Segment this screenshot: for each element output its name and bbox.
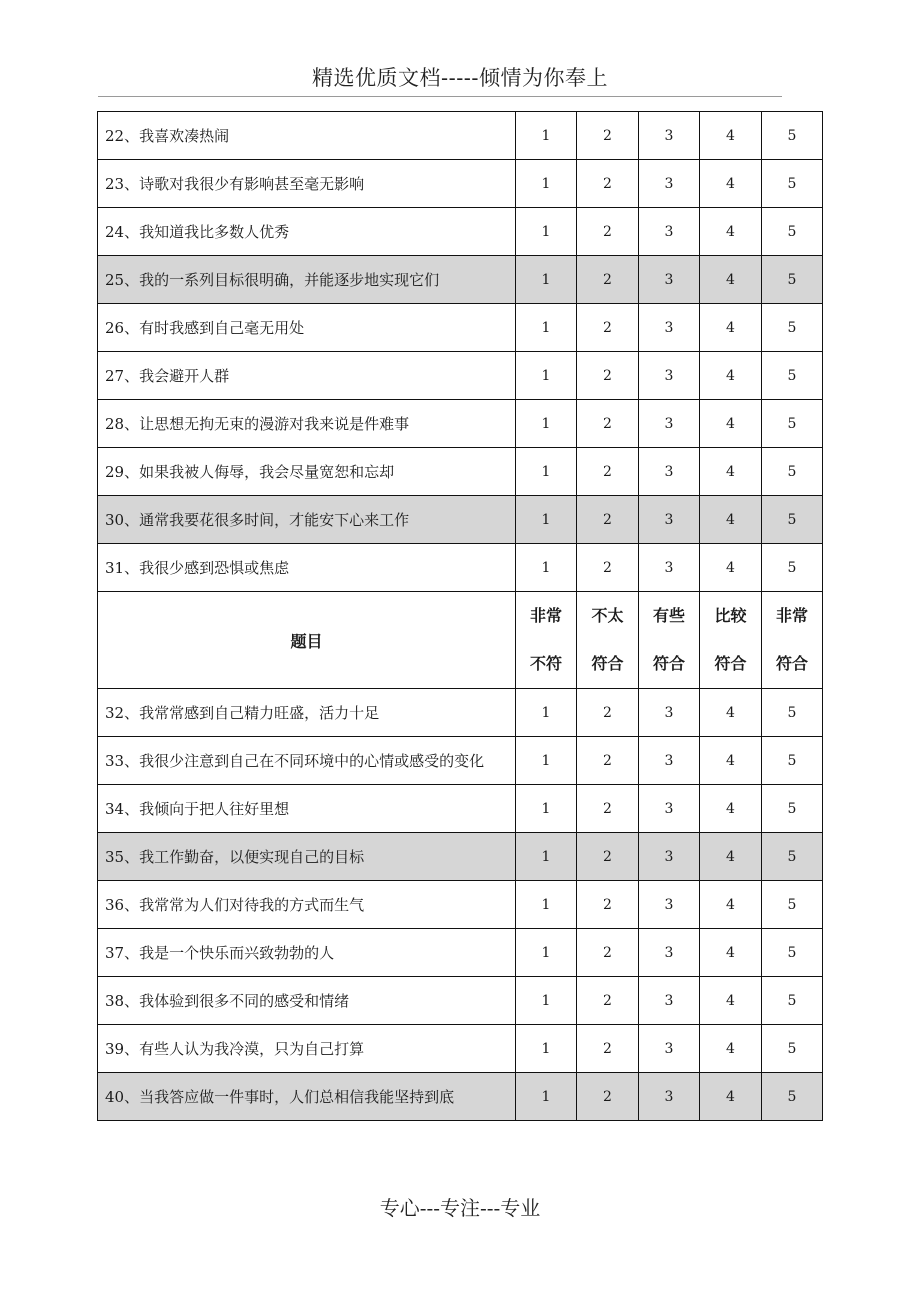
question-text: 34、我倾向于把人往好里想: [98, 785, 516, 833]
table-row: [98, 737, 823, 785]
rating-option-4[interactable]: 4: [700, 400, 762, 448]
rating-option-4[interactable]: 4: [700, 1025, 762, 1073]
question-text: 23、诗歌对我很少有影响甚至毫无影响: [98, 160, 516, 208]
rating-option-5[interactable]: 5: [762, 689, 823, 737]
rating-option-5[interactable]: 5: [762, 352, 823, 400]
rating-option-4[interactable]: 4: [700, 929, 762, 977]
table-row: [98, 256, 823, 304]
rating-option-2[interactable]: 2: [577, 448, 639, 496]
column-header-3-line1: 有些: [652, 606, 685, 625]
question-text: 30、通常我要花很多时间，才能安下心来工作: [98, 496, 516, 544]
rating-option-3[interactable]: 3: [639, 1073, 700, 1121]
rating-option-2[interactable]: 2: [577, 304, 639, 352]
table-row: [98, 496, 823, 544]
rating-option-5[interactable]: 5: [762, 785, 823, 833]
rating-option-5[interactable]: 5: [762, 304, 823, 352]
survey-rows-bottom: [98, 689, 823, 1121]
rating-option-1[interactable]: 1: [516, 544, 577, 592]
table-row: [98, 544, 823, 592]
rating-option-4[interactable]: 4: [700, 496, 762, 544]
column-header-4-line2: 符合: [714, 654, 747, 673]
column-header-3-line2: 符合: [652, 654, 685, 673]
column-header-4: [700, 592, 762, 689]
column-header-2-line2: 符合: [591, 654, 624, 673]
table-row: [98, 1073, 823, 1121]
rating-option-1[interactable]: 1: [516, 689, 577, 737]
rating-option-2[interactable]: 2: [577, 881, 639, 929]
page-header: 精选优质文档-----倾情为你奉上: [312, 66, 608, 90]
rating-option-3[interactable]: 3: [639, 304, 700, 352]
rating-option-5[interactable]: 5: [762, 496, 823, 544]
rating-option-1[interactable]: 1: [516, 977, 577, 1025]
rating-option-3[interactable]: 3: [639, 256, 700, 304]
rating-option-5[interactable]: 5: [762, 256, 823, 304]
rating-option-3[interactable]: 3: [639, 881, 700, 929]
question-text: 27、我会避开人群: [98, 352, 516, 400]
column-header-5-line2: 符合: [775, 654, 808, 673]
table-row: [98, 881, 823, 929]
rating-option-4[interactable]: 4: [700, 833, 762, 881]
rating-option-3[interactable]: 3: [639, 1025, 700, 1073]
question-text: 22、我喜欢凑热闹: [98, 112, 516, 160]
rating-option-5[interactable]: 5: [762, 881, 823, 929]
rating-option-1[interactable]: 1: [516, 208, 577, 256]
rating-option-3[interactable]: 3: [639, 689, 700, 737]
column-header-2-line1: 不太: [591, 606, 624, 625]
table-row: [98, 1025, 823, 1073]
rating-option-2[interactable]: 2: [577, 544, 639, 592]
rating-option-4[interactable]: 4: [700, 785, 762, 833]
table-row: [98, 448, 823, 496]
question-text: 29、如果我被人侮辱，我会尽量宽恕和忘却: [98, 448, 516, 496]
table-row: [98, 112, 823, 160]
column-header-5: [762, 592, 823, 689]
column-header-1: [516, 592, 577, 689]
rating-option-3[interactable]: 3: [639, 929, 700, 977]
question-text: 25、我的一系列目标很明确，并能逐步地实现它们: [98, 256, 516, 304]
rating-option-2[interactable]: 2: [577, 977, 639, 1025]
rating-option-5[interactable]: 5: [762, 400, 823, 448]
rating-option-1[interactable]: 1: [516, 352, 577, 400]
survey-rows-top: [98, 112, 823, 592]
column-header-1-line1: 非常: [529, 606, 562, 625]
question-text: 28、让思想无拘无束的漫游对我来说是件难事: [98, 400, 516, 448]
column-header-5-line1: 非常: [775, 606, 808, 625]
rating-option-1[interactable]: 1: [516, 833, 577, 881]
table-row: [98, 977, 823, 1025]
rating-option-4[interactable]: 4: [700, 544, 762, 592]
rating-option-1[interactable]: 1: [516, 881, 577, 929]
rating-option-5[interactable]: 5: [762, 112, 823, 160]
rating-option-2[interactable]: 2: [577, 352, 639, 400]
rating-option-3[interactable]: 3: [639, 977, 700, 1025]
table-row: [98, 160, 823, 208]
rating-option-3[interactable]: 3: [639, 208, 700, 256]
rating-option-3[interactable]: 3: [639, 496, 700, 544]
rating-option-2[interactable]: 2: [577, 1025, 639, 1073]
question-text: 31、我很少感到恐惧或焦虑: [98, 544, 516, 592]
rating-option-3[interactable]: 3: [639, 400, 700, 448]
question-text: 36、我常常为人们对待我的方式而生气: [98, 881, 516, 929]
rating-option-4[interactable]: 4: [700, 304, 762, 352]
rating-option-2[interactable]: 2: [577, 160, 639, 208]
question-text: 32、我常常感到自己精力旺盛，活力十足: [98, 689, 516, 737]
rating-option-1[interactable]: 1: [516, 304, 577, 352]
question-text: 26、有时我感到自己毫无用处: [98, 304, 516, 352]
rating-option-5[interactable]: 5: [762, 929, 823, 977]
rating-option-2[interactable]: 2: [577, 689, 639, 737]
table-row: [98, 352, 823, 400]
rating-option-4[interactable]: 4: [700, 881, 762, 929]
rating-option-5[interactable]: 5: [762, 737, 823, 785]
rating-option-4[interactable]: 4: [700, 160, 762, 208]
rating-option-5[interactable]: 5: [762, 160, 823, 208]
rating-option-1[interactable]: 1: [516, 1073, 577, 1121]
rating-option-3[interactable]: 3: [639, 833, 700, 881]
rating-option-2[interactable]: 2: [577, 929, 639, 977]
rating-option-5[interactable]: 5: [762, 977, 823, 1025]
rating-option-3[interactable]: 3: [639, 448, 700, 496]
header-rule: [98, 96, 782, 97]
rating-option-3[interactable]: 3: [639, 160, 700, 208]
rating-option-2[interactable]: 2: [577, 737, 639, 785]
table-row: [98, 689, 823, 737]
rating-option-3[interactable]: 3: [639, 544, 700, 592]
question-text: 33、我很少注意到自己在不同环境中的心情或感受的变化: [98, 737, 516, 785]
table-row: [98, 304, 823, 352]
table-row: [98, 400, 823, 448]
question-text: 40、当我答应做一件事时，人们总相信我能坚持到底: [98, 1073, 516, 1121]
column-header-4-line1: 比较: [714, 606, 747, 625]
rating-option-1[interactable]: 1: [516, 496, 577, 544]
rating-option-1[interactable]: 1: [516, 160, 577, 208]
column-header-1-line2: 不符: [529, 654, 562, 673]
rating-option-2[interactable]: 2: [577, 400, 639, 448]
rating-option-3[interactable]: 3: [639, 737, 700, 785]
question-text: 38、我体验到很多不同的感受和情绪: [98, 977, 516, 1025]
table-row: [98, 785, 823, 833]
question-text: 24、我知道我比多数人优秀: [98, 208, 516, 256]
question-text: 35、我工作勤奋，以便实现自己的目标: [98, 833, 516, 881]
rating-option-2[interactable]: 2: [577, 112, 639, 160]
rating-option-3[interactable]: 3: [639, 112, 700, 160]
rating-option-4[interactable]: 4: [700, 208, 762, 256]
table-header-row: [98, 592, 823, 689]
rating-option-5[interactable]: 5: [762, 1073, 823, 1121]
question-text: 37、我是一个快乐而兴致勃勃的人: [98, 929, 516, 977]
rating-option-2[interactable]: 2: [577, 833, 639, 881]
rating-option-4[interactable]: 4: [700, 977, 762, 1025]
rating-option-4[interactable]: 4: [700, 256, 762, 304]
rating-option-3[interactable]: 3: [639, 785, 700, 833]
rating-option-1[interactable]: 1: [516, 785, 577, 833]
rating-option-2[interactable]: 2: [577, 1073, 639, 1121]
rating-option-4[interactable]: 4: [700, 352, 762, 400]
rating-option-1[interactable]: 1: [516, 256, 577, 304]
page-footer: 专心---专注---专业: [379, 1196, 541, 1220]
rating-option-4[interactable]: 4: [700, 112, 762, 160]
rating-option-5[interactable]: 5: [762, 1025, 823, 1073]
table-row: [98, 833, 823, 881]
rating-option-1[interactable]: 1: [516, 112, 577, 160]
rating-option-4[interactable]: 4: [700, 1073, 762, 1121]
column-header-3: [639, 592, 700, 689]
rating-option-1[interactable]: 1: [516, 448, 577, 496]
rating-option-2[interactable]: 2: [577, 785, 639, 833]
rating-option-1[interactable]: 1: [516, 400, 577, 448]
rating-option-4[interactable]: 4: [700, 448, 762, 496]
question-text: 39、有些人认为我冷漠，只为自己打算: [98, 1025, 516, 1073]
column-header-2: [577, 592, 639, 689]
column-header-question: 题目: [98, 592, 516, 689]
rating-option-5[interactable]: 5: [762, 208, 823, 256]
rating-option-5[interactable]: 5: [762, 448, 823, 496]
rating-option-2[interactable]: 2: [577, 256, 639, 304]
rating-option-1[interactable]: 1: [516, 737, 577, 785]
rating-option-5[interactable]: 5: [762, 833, 823, 881]
rating-option-3[interactable]: 3: [639, 352, 700, 400]
survey-header-row-group: [98, 592, 823, 689]
survey-table: [97, 111, 823, 1121]
table-row: [98, 929, 823, 977]
rating-option-4[interactable]: 4: [700, 689, 762, 737]
table-row: [98, 208, 823, 256]
rating-option-4[interactable]: 4: [700, 737, 762, 785]
rating-option-1[interactable]: 1: [516, 929, 577, 977]
rating-option-1[interactable]: 1: [516, 1025, 577, 1073]
rating-option-2[interactable]: 2: [577, 496, 639, 544]
rating-option-5[interactable]: 5: [762, 544, 823, 592]
rating-option-2[interactable]: 2: [577, 208, 639, 256]
